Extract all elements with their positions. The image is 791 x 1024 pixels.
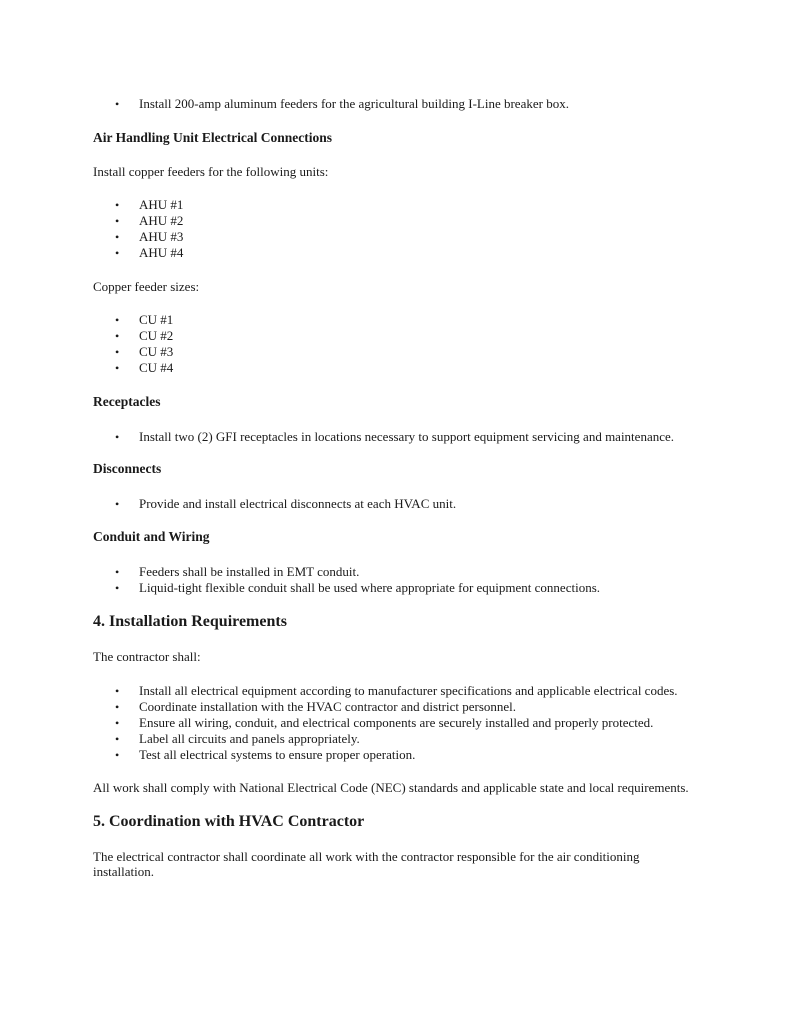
list-item: • Install all electrical equipment according to manufacturer specifications and applicable electrical codes.: [115, 683, 678, 698]
list-item: • AHU #2: [115, 213, 184, 228]
bullet-icon: •: [115, 684, 120, 698]
bullet-icon: •: [115, 97, 120, 111]
list-item: • AHU #1: [115, 197, 184, 212]
list-item: • Label all circuits and panels appropriately.: [115, 731, 360, 746]
intro-list: [115, 96, 569, 112]
bullet-icon: •: [115, 748, 120, 762]
installation-list: [115, 683, 678, 763]
bullet-icon: •: [115, 581, 120, 595]
coordination-body-line-2: installation.: [93, 864, 155, 879]
ahu-intro: Install copper feeders for the following units:: [93, 164, 329, 179]
bullet-icon: •: [115, 716, 120, 730]
list-item: • Provide and install electrical disconnects at each HVAC unit.: [115, 496, 457, 511]
bullet-icon: •: [115, 230, 120, 244]
list-item: • CU #4: [115, 360, 174, 375]
coordination-body-line-1: The electrical contractor shall coordinate all work with the contractor responsible for the air conditioning: [93, 849, 640, 864]
bullet-icon: •: [115, 497, 120, 511]
bullet-icon: •: [115, 313, 120, 327]
list-item: • Coordinate installation with the HVAC contractor and district personnel.: [115, 699, 517, 714]
bullet-icon: •: [115, 329, 120, 343]
bullet-icon: •: [115, 700, 120, 714]
list-item: • CU #3: [115, 344, 174, 359]
bullet-icon: •: [115, 430, 120, 444]
bullet-icon: •: [115, 214, 120, 228]
list-item: • Install 200-amp aluminum feeders for the agricultural building I-Line breaker box.: [115, 96, 569, 111]
bullet-icon: •: [115, 345, 120, 359]
receptacles-heading: Receptacles: [93, 394, 161, 409]
cu-list: [115, 312, 173, 376]
list-item: • Ensure all wiring, conduit, and electrical components are securely installed and properly protected.: [115, 715, 654, 730]
list-item: • CU #2: [115, 328, 174, 343]
bullet-icon: •: [115, 198, 120, 212]
disconnects-list: [115, 496, 456, 512]
installation-heading: 4. Installation Requirements: [93, 613, 287, 630]
bullet-icon: •: [115, 732, 120, 746]
list-item: • Liquid-tight flexible conduit shall be used where appropriate for equipment connections.: [115, 580, 601, 595]
list-item: • AHU #3: [115, 229, 184, 244]
list-item: • Install two (2) GFI receptacles in locations necessary to support equipment servicing and maintenance.: [115, 429, 674, 444]
ahu-list: [115, 197, 183, 261]
list-item: • CU #1: [115, 312, 174, 327]
coordination-heading: 5. Coordination with HVAC Contractor: [93, 813, 365, 830]
installation-intro: The contractor shall:: [93, 649, 201, 664]
disconnects-heading: Disconnects: [93, 461, 162, 476]
conduit-heading: Conduit and Wiring: [93, 529, 210, 544]
list-item: • Test all electrical systems to ensure proper operation.: [115, 747, 416, 762]
installation-closing: All work shall comply with National Electrical Code (NEC) standards and applicable state and local requirements.: [93, 780, 689, 795]
bullet-icon: •: [115, 361, 120, 375]
bullet-icon: •: [115, 565, 120, 579]
ahu-heading: Air Handling Unit Electrical Connections: [93, 130, 333, 145]
receptacles-list: [115, 429, 674, 445]
bullet-icon: •: [115, 246, 120, 260]
conduit-list: [115, 564, 600, 596]
cu-intro: Copper feeder sizes:: [93, 279, 200, 294]
list-item: • Feeders shall be installed in EMT conduit.: [115, 564, 360, 579]
list-item: • AHU #4: [115, 245, 184, 260]
